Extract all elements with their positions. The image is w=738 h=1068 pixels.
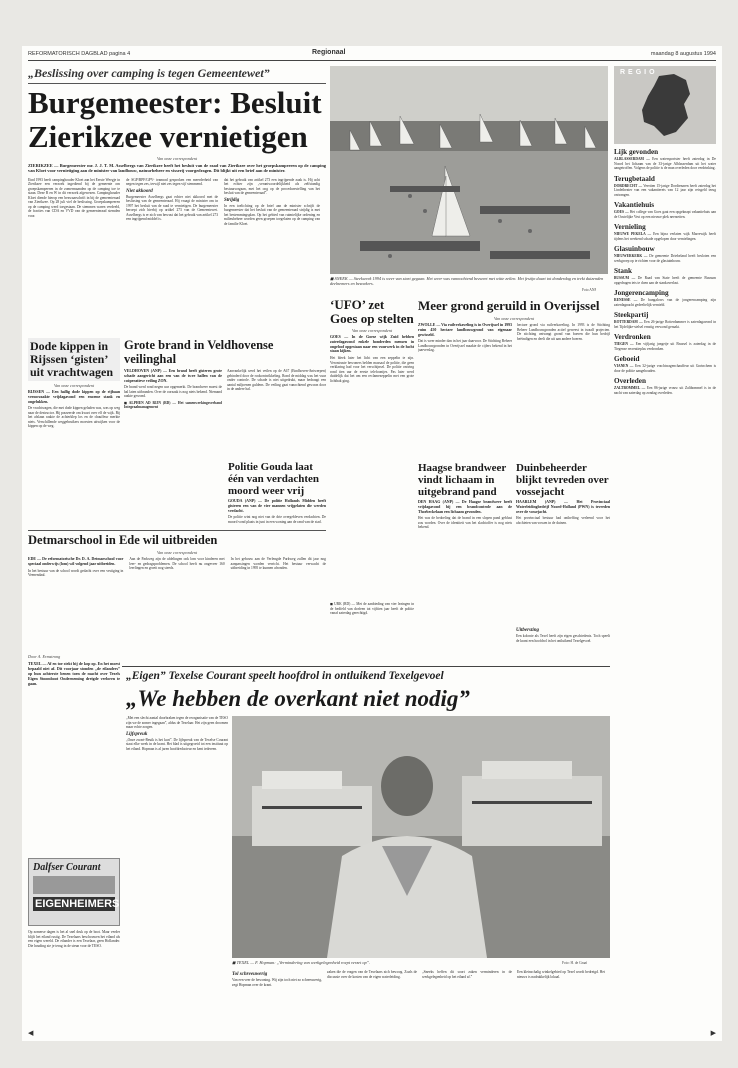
overijssel-byline: Van onze correspondent: [493, 316, 535, 321]
header-section: Regionaal: [312, 49, 346, 56]
texel-bottom-cols: Tol schreeuwerig Van een veer de bewoning. Wij zijn toch niet zo schreeuwerig, zegt Hopman over de krant. zaken die de vragen van de Texelaars zich bewoog. Zoals de discussie over de kosten van de eigen waterleiding. „Sneeks heffen dit soort zaken verminderen in de werkgelegenheid op het eiland af.” Een kleinschalig winkelgebied op Texel wordt bedreigd. Het nieuws is nadrukkelijk lokaal.: [232, 970, 605, 987]
main-headline-1: Burgemeester: Besluit: [28, 85, 322, 120]
regio-title: Geboeid: [614, 355, 640, 363]
regio-title: Lijk gevonden: [614, 148, 659, 156]
regio-place: ROTTERDAM —: [614, 320, 643, 324]
texel-photo-credit: Foto: H. de Graaf: [562, 961, 588, 965]
regio-title: Overleden: [614, 377, 646, 385]
overijssel-headline: Meer grond geruild in Overijssel: [418, 298, 600, 313]
ferry-portrait-image: [232, 716, 610, 958]
header-date: maandag 8 augustus 1994: [650, 51, 716, 57]
ufo-article: ‘UFO’ zet Goes op stelten Van onze correspondent GOES — In de Goese wijk Zuid hebben zaterdagavond enkele honderden mensen in ongeloof opgestaan naar een vuurwerk in de lucht staan kijken. Het bleek later het licht van een zeppelin te zijn. Verontruste bewoners belden massaal de politie, die geen verklaring had voor het verschijnsel. De politie ontving rond tien uur de eerste telefoontjes. Pas later werd duidelijk dat het om een reclamezeppelin met een grote lichtbak ging.: [330, 298, 414, 383]
texel-sub-lijfspreuk: Lijfspreuk: [126, 731, 148, 737]
texel-kicker: „Eigen” Texelse Courant speelt hoofdrol in ontluikend Texelgevoel: [126, 670, 444, 682]
regio-item-6: Jongerencamping RENESSE — De bungalows van de jongerencamping zijn zaterdagnacht gedeeltelijk vernield.: [614, 289, 716, 307]
main-article: [28, 66, 326, 334]
regio-place: NIEUWERKERK —: [614, 254, 648, 258]
sailing-boats-image: [330, 66, 608, 274]
sneek-caption: ◼ SNEEK — Steekweek 1994 is weer van start gegaan. Het weer was vannochtend bezweet met witte zeilen. Het festijn duurt tot donderdag en trekt duizenden deelnemers en bezoekers.: [330, 276, 604, 287]
texel-author: Door A. Ermstrong: [28, 654, 61, 659]
dode-kippen-article: Dode kippen in Rijssen ‘gisten’ uit vrachtwagen Van onze correspondent RIJSSEN — Een hallig dode kippen op de rijbaan veroorzaakte vrijdagavond een enorme stank en ongelukken. De vrachtwagen, die met dode kippen geladen was, was op weg naar de destructor. Hij passeerde om kwart over elf de wijk. Bij het afslaan raakte de achterklep los en de chauffeur merkte niets. Verschillende weggebruikers moesten uitwijken voor de kippen op de weg.: [28, 339, 120, 429]
dode-kippen-byline: Van onze correspondent: [53, 383, 95, 388]
duinbeheerder-headline: Duinbeheerder blijkt tevreden over vossejacht: [516, 462, 609, 498]
regio-item-0: Lijk gevonden ALBLASSERDAM — Een watersportster heeft zaterdag in De Noord het lichaam van de 33-jarige Alblasserdam uit het water aangetroffen. Volgens de politie is de man overleden door verdrinking.: [614, 148, 716, 170]
overijssel-article: Meer grond geruild in Overijssel Van onze correspondent ZWOLLE — Via ruilverkaveling is in Overijssel in 1993 ruim 450 hectare landbouwgrond van eigenaar gewisseld. Dat is weer minder dan in het jaar daarvoor. De Stichting Beheer Landbouwgronden in Overijssel maakte de cijfers bekend in het jaarverslag. hectare grond via ruilverkaveling. In 1993 is de Stichting Beheer Landbouwgronden actief geweest in twaalf projecten. De stichting ontvangt grond van boeren die hun bedrijf beëindigen en deelt die uit aan andere boeren.: [418, 298, 610, 353]
dode-kippen-headline: Dode kippen in Rijssen ‘gisten’ uit vrachtwagen: [28, 338, 120, 381]
regio-item-1: Terugbetaald DORDRECHT — Veertien 15-jarige Dordtenaren heeft zaterdag het Lindetheater van een vakantiereis van 12 jaar zijn reisgeld terug ontvangen.: [614, 174, 716, 197]
regio-place: RENESSE —: [614, 298, 638, 302]
texel-columns: „Met een slecht aantal doorbraken tegen de reorganisatie van de TESO zijn we de zomer ingegaan”, aldus de Texelaar. Het zijn geen droomen maar echte zorgen. Lijfspreuk „Onze zwart-Beuik is het kurt”. De lijfspreuk van de Texelse Courant staat elke week in de krant. Het blad is uitgegroeid tot een instituut op het eiland. Hopman is al jaren hoofdredacteur en kent iedereen.: [126, 716, 228, 751]
main-col-3: dat het gebruik van artikel 273 een ingrijpende zaak is. Hij acht het echter zijn „verantwoordelijkheid als zelfstandig bestuursorgaan, met het oog op de procedurestelling van het besluit van de gemeenteraad”. Strijdig In een toelichting op de brief aan de minister schrijft de burgemeester dat het besluit van de gemeenteraad strijdig is met het bestemmingsplan. Op het gebied van ruimtelijke ordening en milieubeheer worden geen groepen toegelaten op de camping van de familie Kloet.: [224, 177, 320, 226]
main-col-2: de SGP/RPF/GPV- teamrad gesproken een meerderheid van negen tegen zes, terwijl niet zes tegen vijf stemmend. Niet akkoord Burgemeester Asselbergs gaat echter niet akkoord met de beslissing van de gemeenteraad. Hij vraagt de minister om in 1997 het besluit van de raad te vernietigen. De burgemeester beroept zich hierbij op artikel 273 van de Gemeentewet. Asselbergs is er zich van bewust dat het gebruik van artikel 273 een ingrijpend middel is.: [126, 177, 218, 222]
haagse-brandweer-headline: Haagse brandweer vindt lichaam in uitgebrand pand: [418, 462, 507, 498]
texel-photo-caption: ◼ TEXEL — F. Hopman: „Verminderïng van werkgelegenheid roept verzet op”.: [232, 960, 371, 965]
dalfser-title: Dalfser Courant: [33, 862, 101, 873]
texel-headline: „We hebben de overkant niet nodig”: [126, 686, 470, 711]
sneek-photo: [330, 66, 608, 274]
regio-item-3: Vernieling NIEUWE PEKELA — Een bijna verlaten wijk Marrewijk heeft tijdens het weekend schade opgelopen door vernielingen.: [614, 223, 716, 241]
main-col-1: Eind 1993 heeft campinghouder Kloet aan het Eerste Weegje in Zierikzee een verzoek ingediend bij de gemeente om groepskampeeren in de zomermaanden op de camping toe te staan. Deze R en W in dit verzoek afgewezen. Campinghouder Kloet diende hierop een bezwaarschrift in bij de gemeenteraad van Zierikzee. Op 28 juli viel de beslissing. Groepskampeeren op de camping werd toegestaan. De stemmen waren verdeeld, de fracties van CDA en VVD van de gemeenteraad stemden voor.: [28, 177, 120, 218]
texel-right-text: Uitbersting Een kolonie als Texel heeft zijn eigen geschiedenis. Toch speelt de krant een hoofdrol in het ontluikend Texelgevoel.: [516, 628, 610, 643]
regio-place: VIANEN —: [614, 364, 634, 368]
main-headline-2: Zierikzee vernietigen: [28, 119, 308, 154]
dode-kippen-lead: RIJSSEN — Een hallig dode kippen op de rijbaan veroorzaakte vrijdagavond een enorme stank en ongelukken.: [28, 390, 120, 404]
regio-place: ALBLASSERDAM —: [614, 157, 650, 161]
detmarschool-lead: EDE — De reformatorische Dr. D. A. Detmarschool voor speciaal onderwijs (lom) wil volgend jaar uitbreiden.: [28, 557, 124, 566]
page-arrow-left: ◀: [28, 1029, 34, 1037]
regio-title: Vernieling: [614, 223, 646, 231]
detmarschool-article: Detmarschool in Ede wil uitbreiden Van onze correspondent EDE — De reformatorische Dr. D. A. Detmarschool voor speciaal onderwijs (lom) wil volgend jaar uitbreiden. In het bestuur van de school wordt gedacht over een vestiging in Veenendaal. Aan de Parkweg zijn de afdelingen ook lom voor kinderen met leer- en gedragsproblemen. De school heeft nu ongeveer 160 leerlingen en groeit nog steeds. In het gebouw aan de Verlengde Parkweg zullen dit jaar nog aanpassingen worden verricht. Het bestuur verwacht de uitbreiding in 1995 te kunnen afronden.: [28, 530, 326, 650]
regio-title: Stank: [614, 267, 632, 275]
newspaper-page: [22, 46, 722, 1041]
main-lead: ZIERIKZEE — Burgemeester mr. J. J. T. M. Asselbergs van Zierikzee heeft het besluit van de raad van Zierikzee over het groepskampeeren op de camping van Kloet voor vernietiging aan de minister van landbouw, natuurbeheer en visserij voorgedragen. Dit blijkt uit een brief aan de minister.: [28, 163, 326, 174]
sneek-credit: Foto ANP: [582, 288, 597, 292]
texel-lead: TEXEL — Af en toe stekt hij de kop op. En het moest bepaald niet af. Dit voorjaar stonden „de eilanders” op hun achterste benen toen de macht over Texels Eigen Stoomboot Onderneming dreigde verloren te gaan.: [28, 661, 120, 686]
regio-item-9: Geboeid VIANEN — Een 32-jarige vrachtwagenchauffeur uit Gorinchem is door de politie aangehouden.: [614, 355, 716, 373]
ufo-headline: ‘UFO’ zet Goes op stelten: [330, 298, 414, 326]
sub-niet-akkoord: Niet akkoord: [126, 188, 153, 194]
urk-item: ◼ URK (RD) — Met de aanbieding van vier lezingen in de bedfeld van dorfeen tot vijftien jaar heeft de politie vanaf zaterdag gerechtigd.: [330, 602, 414, 615]
grote-brand-headline: Grote brand in Veldhovense veilinghal: [124, 338, 274, 366]
netherlands-map-icon: [614, 66, 716, 144]
detmarschool-byline: Van onze correspondent: [156, 550, 198, 555]
regio-title: Glasuinbouw: [614, 245, 655, 253]
kicker-rule: [28, 83, 326, 84]
regio-place: ZALTBOMMEL —: [614, 386, 646, 390]
dalfser-courant-clip: [28, 858, 120, 926]
ufo-lead: GOES — In de Goese wijk Zuid hebben zaterdagavond enkele honderden mensen in ongeloof opgestaan naar een vuurwerk in de lucht staan kijken.: [330, 335, 414, 354]
regio-title: Verdronken: [614, 333, 651, 341]
politie-gouda-headline: Politie Gouda laat één van verdachten moord weer vrij: [228, 461, 320, 497]
page-arrow-right: ▶: [710, 1029, 716, 1037]
texel-sub-schreeuwerig: Tol schreeuwerig: [232, 972, 268, 977]
regio-column: [614, 66, 716, 1026]
regio-item-4: Glasuinbouw NIEUWERKERK — De gemeente Driebeland heeft besloten een werkgroep op te richten voor de glastuinbouw.: [614, 245, 716, 263]
regio-place: GOES —: [614, 210, 629, 214]
eigenheimers-title: EIGENHEIMERS: [35, 898, 120, 910]
header-rule: [28, 60, 716, 61]
regio-item-8: Verdronken TIEGEN — Een vijfjarig jongetje uit Brussel is zaterdag in de Tiegense recreatieplas verdronken.: [614, 333, 716, 351]
header-left: REFORMATORISCH DAGBLAD pagina 4: [28, 51, 131, 57]
texel-left-col: Op zomerse dagen is het al snel druk op de boot. Maar verder blijft het eiland rustig. De Texelaars beschouwen het eiland als een eigen wereld. De eilander is een Texelaar, geen Hollander. Die houding zie je terug in de steun voor de TESO.: [28, 930, 120, 948]
haagse-brandweer-lead: DEN HAAG (ANP) — De Haagse brandweer heeft vrijdagavond bij een brandcontrole aan de Thorbeckelaan een lichaam gevonden.: [418, 500, 512, 514]
texel-photo: [232, 716, 610, 958]
regio-item-7: Steekpartij ROTTERDAM — Een 26-jarige Rotterdammer is zaterdagavond in het Tijdelijke-stelsel ernstig verwond geraakt.: [614, 311, 716, 329]
regio-label: REGIO: [620, 69, 658, 76]
politie-gouda-lead: GOUDA (ANP) — De politie Hollands Midden heeft gisteren een van de vier mannen vrijgelaten die werden verdacht.: [228, 499, 326, 513]
grote-brand-sub: ◼ ALPHEN AD RIJN (RD) — Het samenwerkingsverband Integraalmanagement: [124, 400, 222, 410]
sub-strijdig: Strijdig: [224, 197, 240, 203]
politie-gouda-article: Politie Gouda laat één van verdachten moord weer vrij GOUDA (ANP) — De politie Hollands Midden heeft gisteren een van de vier mannen vrijgelaten die werden verdacht. De politie wint nog niet van de drie overgebleven verdachten. De moord vond plaats in juni in een woning aan de rand van de stad.: [228, 461, 326, 524]
regio-place: TIEGEN —: [614, 342, 634, 346]
haagse-brandweer-article: Haagse brandweer vindt lichaam in uitgebrand pand DEN HAAG (ANP) — De Haagse brandweer heeft vrijdagavond bij een brandcontrole aan de Thorbeckelaan een lichaam gevonden. Het was de bedoeling dat de brand in een slopen pand geblust zou worden. Over de identiteit van het slachtoffer is nog niets bekend.: [418, 462, 512, 530]
regio-title: Vakantiehuis: [614, 201, 655, 209]
regio-title: Terugbetaald: [614, 174, 655, 183]
detmarschool-headline: Detmarschool in Ede wil uitbreiden: [28, 533, 218, 547]
regio-item-10: Overleden ZALTBOMMEL — Een 86-jarige vrouw uit Zaltbommel is in de nacht van zaterdag op zondag overleden.: [614, 377, 716, 395]
overijssel-lead: ZWOLLE — Via ruilverkaveling is in Overijssel in 1993 ruim 450 hectare landbouwgrond van eigenaar gewisseld.: [418, 323, 512, 337]
regio-title: Jongerencamping: [614, 289, 669, 297]
regio-title: Steekpartij: [614, 311, 649, 319]
regio-item-2: Vakantiehuis GOES — Het college van Goes gaat een opgeknapt vakantiehuis aan de Oostelijke Vest op een nieuwe plek neerzetten.: [614, 201, 716, 219]
grote-brand-article: Grote brand in Veldhovense veilinghal VELDHOVEN (ANP) — Een brand heeft gisteren grote schade aangericht aan een van de twee hallen van de coöperatieve veiling ZON. De brand werd rond negen uur opgemerkt. De brandweer moest de hal laten uitbranden. Over de oorzaak is nog niets bekend. Niemand raakte gewond. ◼ ALPHEN AD RIJN (RD) — Het samenwerkingsverband Integraalmanagement Aanvankelijk werd het veilen op de A67 (Eindhoven-Antwerpen) gehinderd door de rookontwikkeling. Rond de middag was het vuur onder controle. De schade is niet uitgedrukt, maar bedraagt een aantal miljoenen guldens. De veiling gaat vanochtend gewoon door in de andere hal.: [124, 338, 326, 410]
texel-intro: [28, 654, 120, 854]
main-kicker: „Beslissing over camping is tegen Gemeentewet”: [28, 66, 270, 80]
regio-place: NIEUWE PEKELA —: [614, 232, 652, 236]
duinbeheerder-lead: HAARLEM (ANP) — Het Provinciaal Waterleidingbedrijf Noord-Holland (PWN) is tevreden over de vossejacht.: [516, 500, 610, 514]
duinbeheerder-article: Duinbeheerder blijkt tevreden over vossejacht HAARLEM (ANP) — Het Provinciaal Waterleidingbedrijf Noord-Holland (PWN) is tevreden over de vossejacht. Het provinciaal bestuur had ontheffing verleend voor het afschieten van vossen in de duinen.: [516, 462, 610, 525]
grote-brand-lead: VELDHOVEN (ANP) — Een brand heeft gisteren grote schade aangericht aan een van de twee hallen van de coöperatieve veiling ZON.: [124, 369, 222, 383]
regio-place: BUSSUM —: [614, 276, 636, 280]
regio-banner: [614, 66, 716, 144]
regio-place: DORDRECHT —: [614, 183, 643, 188]
ufo-byline: Van onze correspondent: [351, 328, 393, 333]
texel-sub-uitbersting: Uitbersting: [516, 628, 540, 633]
regio-item-5: Stank BUSSUM — De Raad van State heeft de gemeente Bussum opgedragen iets te doen aan de stankoverlast.: [614, 267, 716, 285]
main-byline: Van onze correspondent: [156, 156, 198, 161]
